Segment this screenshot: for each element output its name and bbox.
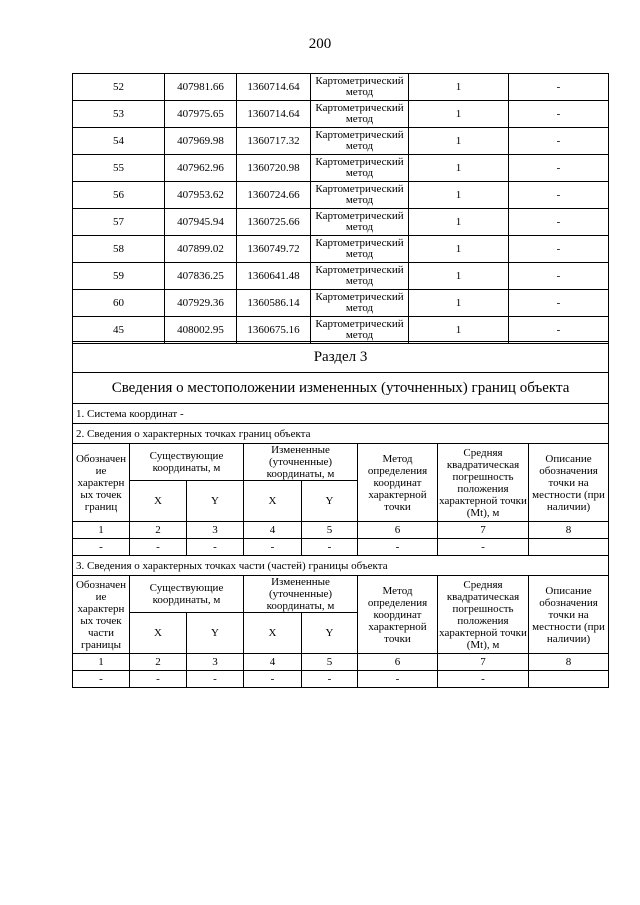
cell-x: 407929.36: [165, 290, 237, 317]
cell-y: 1360586.14: [237, 290, 311, 317]
cell-desc: -: [509, 101, 609, 128]
cell-x: 407945.94: [165, 209, 237, 236]
cell-x: 407969.98: [165, 128, 237, 155]
col-number: 3: [187, 654, 244, 671]
header-y: Y: [187, 613, 244, 654]
cell-desc: -: [509, 182, 609, 209]
cell-mt: 1: [409, 155, 509, 182]
cell-desc: -: [509, 128, 609, 155]
cell-method: Картометрический метод: [311, 74, 409, 101]
cell-x: 407953.62: [165, 182, 237, 209]
header-y: Y: [187, 481, 244, 522]
cell-n: 45: [73, 317, 165, 344]
cell-desc: -: [509, 290, 609, 317]
table-row: [73, 209, 609, 236]
header-method: Метод определения координат характерной точки: [358, 444, 438, 522]
table-cell: -: [244, 671, 302, 688]
table-cell: [529, 671, 609, 688]
table-row: [73, 155, 609, 182]
cell-n: 58: [73, 236, 165, 263]
cell-x: 407975.65: [165, 101, 237, 128]
table-row: [73, 101, 609, 128]
header-x: X: [244, 613, 302, 654]
part-points-heading: 3. Сведения о характерных точках части (частей) границы объекта: [73, 556, 609, 576]
table-cell: -: [130, 671, 187, 688]
cell-mt: 1: [409, 128, 509, 155]
col-number: 6: [358, 654, 438, 671]
cell-method: Картометрический метод: [311, 290, 409, 317]
cell-desc: -: [509, 263, 609, 290]
table-cell: -: [302, 539, 358, 556]
col-number: 1: [73, 654, 130, 671]
cell-y: 1360714.64: [237, 101, 311, 128]
col-number: 5: [302, 522, 358, 539]
table-row: [73, 317, 609, 344]
table-row: [73, 74, 609, 101]
cell-x: 408002.95: [165, 317, 237, 344]
header-mt: Средняя квадратическая погрешность положения характерной точки (Mt), м: [438, 576, 529, 654]
cell-method: Картометрический метод: [311, 263, 409, 290]
section-3-table: [72, 341, 609, 688]
cell-method: Картометрический метод: [311, 128, 409, 155]
col-number: 2: [130, 522, 187, 539]
table-cell: -: [130, 539, 187, 556]
header-changed-coords: Измененные (уточненные) координаты, м: [244, 576, 358, 613]
cell-x: 407981.66: [165, 74, 237, 101]
cell-mt: 1: [409, 74, 509, 101]
cell-y: 1360720.98: [237, 155, 311, 182]
cell-mt: 1: [409, 317, 509, 344]
cell-desc: -: [509, 209, 609, 236]
cell-n: 54: [73, 128, 165, 155]
table-cell: -: [73, 671, 130, 688]
header-x: X: [130, 613, 187, 654]
header-point-designation: Обозначен ие характерн ых точек границ: [73, 444, 130, 522]
col-number: 4: [244, 522, 302, 539]
coordinates-table: [72, 73, 609, 344]
cell-n: 57: [73, 209, 165, 236]
table-cell: -: [438, 539, 529, 556]
cell-x: 407899.02: [165, 236, 237, 263]
table-cell: -: [438, 671, 529, 688]
cell-method: Картометрический метод: [311, 209, 409, 236]
col-number: 5: [302, 654, 358, 671]
cell-desc: -: [509, 317, 609, 344]
cell-desc: -: [509, 236, 609, 263]
cell-mt: 1: [409, 290, 509, 317]
table-cell: -: [187, 671, 244, 688]
header-point-designation: Обозначен ие характерн ых точек части границы: [73, 576, 130, 654]
cell-y: 1360724.66: [237, 182, 311, 209]
header-description: Описание обозначения точки на местности (при наличии): [529, 444, 609, 522]
header-method: Метод определения координат характерной точки: [358, 576, 438, 654]
cell-mt: 1: [409, 209, 509, 236]
cell-method: Картометрический метод: [311, 155, 409, 182]
col-number: 2: [130, 654, 187, 671]
cell-mt: 1: [409, 236, 509, 263]
col-number: 7: [438, 654, 529, 671]
header-x: X: [130, 481, 187, 522]
cell-x: 407962.96: [165, 155, 237, 182]
table-cell: [529, 539, 609, 556]
table-cell: -: [358, 539, 438, 556]
cell-method: Картометрический метод: [311, 317, 409, 344]
table-row: [73, 128, 609, 155]
table-cell: -: [73, 539, 130, 556]
header-existing-coords: Существующие координаты, м: [130, 444, 244, 481]
cell-n: 52: [73, 74, 165, 101]
cell-y: 1360675.16: [237, 317, 311, 344]
table-row: [73, 290, 609, 317]
section-title: Раздел 3: [73, 342, 609, 373]
cell-mt: 1: [409, 182, 509, 209]
col-number: 4: [244, 654, 302, 671]
cell-method: Картометрический метод: [311, 236, 409, 263]
table-row: [73, 182, 609, 209]
cell-desc: -: [509, 155, 609, 182]
boundary-points-heading: 2. Сведения о характерных точках границ объекта: [73, 424, 609, 444]
col-number: 8: [529, 522, 609, 539]
cell-x: 407836.25: [165, 263, 237, 290]
cell-n: 59: [73, 263, 165, 290]
cell-mt: 1: [409, 263, 509, 290]
header-mt: Средняя квадратическая погрешность положения характерной точки (Mt), м: [438, 444, 529, 522]
cell-method: Картометрический метод: [311, 182, 409, 209]
cell-y: 1360717.32: [237, 128, 311, 155]
col-number: 3: [187, 522, 244, 539]
col-number: 1: [73, 522, 130, 539]
col-number: 7: [438, 522, 529, 539]
table-cell: -: [358, 671, 438, 688]
header-existing-coords: Существующие координаты, м: [130, 576, 244, 613]
coordinate-system-row: 1. Система координат -: [73, 404, 609, 424]
cell-n: 56: [73, 182, 165, 209]
cell-y: 1360749.72: [237, 236, 311, 263]
cell-y: 1360725.66: [237, 209, 311, 236]
header-x: X: [244, 481, 302, 522]
header-y: Y: [302, 481, 358, 522]
cell-n: 55: [73, 155, 165, 182]
table-cell: -: [302, 671, 358, 688]
table-row: [73, 236, 609, 263]
table-cell: -: [244, 539, 302, 556]
cell-desc: -: [509, 74, 609, 101]
header-description: Описание обозначения точки на местности (при наличии): [529, 576, 609, 654]
page-number: 200: [308, 36, 332, 52]
cell-n: 53: [73, 101, 165, 128]
section-subtitle: Сведения о местоположении измененных (уточненных) границ объекта: [73, 373, 609, 404]
cell-mt: 1: [409, 101, 509, 128]
table-row: [73, 263, 609, 290]
col-number: 6: [358, 522, 438, 539]
cell-method: Картометрический метод: [311, 101, 409, 128]
header-changed-coords: Измененные (уточненные) координаты, м: [244, 444, 358, 481]
cell-y: 1360714.64: [237, 74, 311, 101]
cell-n: 60: [73, 290, 165, 317]
col-number: 8: [529, 654, 609, 671]
cell-y: 1360641.48: [237, 263, 311, 290]
header-y: Y: [302, 613, 358, 654]
table-cell: -: [187, 539, 244, 556]
